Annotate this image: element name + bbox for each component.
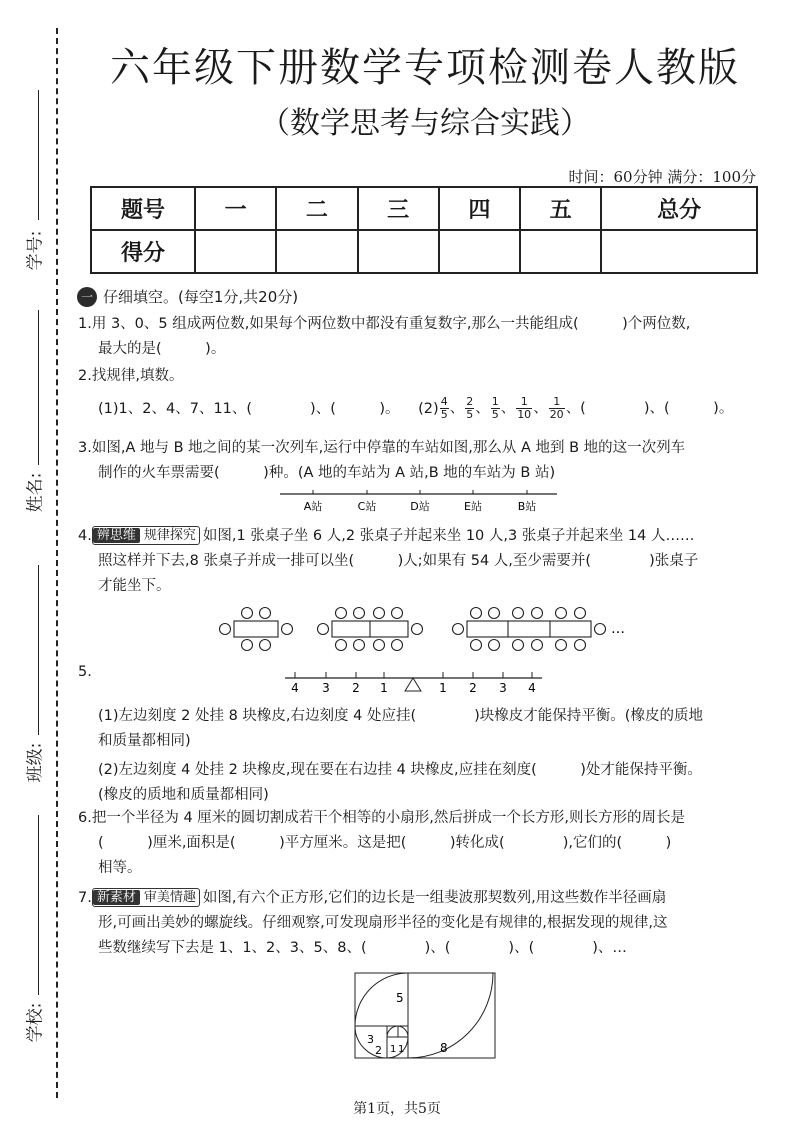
q5-part2: (2)左边刻度 4 处挂 2 块橡皮,现在要在右边挂 4 块橡皮,应挂在刻度( )处才能保持平衡。 xyxy=(98,762,702,778)
q7-tag-primary: 新素材 xyxy=(93,890,140,905)
square-label: 8 xyxy=(440,1041,448,1055)
scale-label: 4 xyxy=(528,681,536,695)
score-value-row xyxy=(91,230,757,273)
station-label: A站 xyxy=(303,500,323,513)
score-input-cell[interactable] xyxy=(358,230,439,273)
scale-label: 2 xyxy=(352,681,360,695)
exam-info: 时间：60分钟 满分：100分 xyxy=(568,168,756,186)
scale-label: 1 xyxy=(380,681,388,695)
q7-tag xyxy=(92,888,200,907)
q7-line2: 形,可画出美妙的螺旋线。仔细观察,可发现扇形半径的变化是有规律的,根据发现的规律,这 xyxy=(98,915,668,931)
fibonacci-spiral-figure xyxy=(350,968,500,1064)
q6-line3: 相等。 xyxy=(98,860,142,876)
school-label: 学校: xyxy=(25,1002,46,1043)
question-2-parts: (1)1、2、4、7、11、( )、( )。 (2) $\frac{4}{5}$ 、 $\frac{2}{5}$ 、 $\frac{1}{5}$ 、 $\frac{1}{10}$ 、 $\frac{1}{20}$ 、( )、( )。 xyxy=(78,396,750,422)
class-label: 班级: xyxy=(25,742,46,783)
section-number-badge: 一 xyxy=(77,287,97,307)
q5-part1b: 和质量都相同) xyxy=(98,733,191,749)
score-row-label: 得分 xyxy=(91,230,195,273)
score-header-cell: 总分 xyxy=(601,187,757,230)
section-title: 仔细填空。(每空1分,共20分) xyxy=(103,288,299,306)
score-header-cell: 四 xyxy=(439,187,520,230)
balance-ticks xyxy=(295,672,532,678)
fraction: $\frac{1}{10}$ xyxy=(517,395,532,421)
q2-line1: 2.找规律,填数。 xyxy=(78,368,184,384)
q6-line2: ( )厘米,面积是( )平方厘米。这是把( )转化成( ),它们的( ) xyxy=(98,835,672,851)
score-header-cell: 题号 xyxy=(91,187,195,230)
question-1 xyxy=(78,312,750,362)
fraction: $\frac{4}{5}$ xyxy=(440,395,448,421)
seating-two-tables xyxy=(318,608,423,651)
question-4 xyxy=(78,524,750,599)
score-table xyxy=(90,186,758,274)
scale-label: 3 xyxy=(322,681,330,695)
q7-tag-secondary: 审美情趣 xyxy=(143,890,196,905)
table-seating-diagram xyxy=(215,604,635,654)
q4-line1: 如图,1 张桌子坐 6 人,2 张桌子并起来坐 10 人,3 张桌子并起来坐 14 人…… xyxy=(202,528,695,544)
question-6 xyxy=(78,806,750,881)
q1-line2: 最大的是( )。 xyxy=(98,341,226,357)
page-subtitle: （数学思考与综合实践） xyxy=(260,106,590,141)
square-label: 3 xyxy=(367,1033,374,1046)
station-label: C站 xyxy=(357,500,377,513)
fraction: $\frac{2}{5}$ xyxy=(466,395,474,421)
q4-tag-primary: 辨思维 xyxy=(93,528,140,543)
q4-tag-secondary: 规律探究 xyxy=(143,528,196,543)
score-header-row xyxy=(91,187,757,230)
q5-number: 5. xyxy=(78,664,92,680)
fraction: $\frac{1}{20}$ xyxy=(549,395,564,421)
station-label: D站 xyxy=(410,500,430,513)
station-diagram xyxy=(275,486,565,516)
score-header-cell: 三 xyxy=(358,187,439,230)
q7-number: 7. xyxy=(78,890,92,906)
score-input-cell[interactable] xyxy=(195,230,276,273)
score-header-cell: 五 xyxy=(520,187,601,230)
question-5-parts xyxy=(78,704,750,808)
name-label: 姓名: xyxy=(25,472,46,513)
school-line[interactable] xyxy=(38,815,39,995)
score-input-cell[interactable] xyxy=(276,230,357,273)
fulcrum-triangle xyxy=(405,678,421,691)
class-line[interactable] xyxy=(38,565,39,735)
name-line[interactable] xyxy=(38,310,39,465)
fraction: $\frac{1}{5}$ xyxy=(491,395,499,421)
score-input-cell[interactable] xyxy=(439,230,520,273)
square-label: 2 xyxy=(375,1044,382,1057)
q3-line1: 3.如图,A 地与 B 地之间的某一次列车,运行中停靠的车站如图,那么从 A 地到 B 地的这一次列车 xyxy=(78,440,686,456)
scale-label: 1 xyxy=(439,681,447,695)
q7-line1: 如图,有六个正方形,它们的边长是一组斐波那契数列,用这些数作半径画扇 xyxy=(202,890,667,906)
q6-line1: 6.把一个半径为 4 厘米的圆切割成若干个相等的小扇形,然后拼成一个长方形,则长方形的周长是 xyxy=(78,810,685,826)
student-id-label: 学号: xyxy=(25,230,46,271)
section-heading xyxy=(77,286,298,307)
q2-part2-prefix: (2) xyxy=(418,400,439,417)
square-label: 5 xyxy=(396,991,404,1005)
score-input-cell[interactable] xyxy=(520,230,601,273)
score-header-cell: 二 xyxy=(276,187,357,230)
question-7 xyxy=(78,886,750,961)
scale-label: 4 xyxy=(291,681,299,695)
q2-part1: (1)1、2、4、7、11、( )、( )。 xyxy=(98,400,400,417)
square-label: 1 xyxy=(390,1044,397,1055)
q3-line2: 制作的火车票需要( )种。(A 地的车站为 A 站,B 地的车站为 B 站) xyxy=(98,465,556,481)
scale-label: 3 xyxy=(499,681,507,695)
q5-part1: (1)左边刻度 2 处挂 8 块橡皮,右边刻度 4 处应挂( )块橡皮才能保持平衡。(橡皮的质地 xyxy=(98,708,703,724)
seating-three-tables xyxy=(453,608,606,651)
q1-line1: 1.用 3、0、5 组成两位数,如果每个两位数中都没有重复数字,那么一共能组成( )个两位数, xyxy=(78,316,691,332)
q2-part2-suffix: 、( )、( )。 xyxy=(565,400,734,417)
seating-ellipsis: … xyxy=(611,621,625,637)
q4-line3: 才能坐下。 xyxy=(98,578,171,594)
question-3 xyxy=(78,436,750,486)
score-input-cell[interactable] xyxy=(601,230,757,273)
station-ticks xyxy=(313,490,527,494)
station-label: B站 xyxy=(517,500,537,513)
seating-one-table xyxy=(220,608,293,651)
page-title: 六年级下册数学专项检测卷人教版 xyxy=(110,45,740,91)
q5-part2b: (橡皮的质地和质量都相同) xyxy=(98,787,269,803)
score-header-cell: 一 xyxy=(195,187,276,230)
square-label: 1 xyxy=(398,1044,405,1055)
q7-line3: 些数继续写下去是 1、1、2、3、5、8、( )、( )、( )、… xyxy=(98,940,627,956)
q4-line2: 照这样并下去,8 张桌子并成一排可以坐( )人;如果有 54 人,至少需要并( )张桌子 xyxy=(98,553,699,569)
balance-scale-diagram xyxy=(280,664,550,700)
student-id-line[interactable] xyxy=(38,90,39,220)
q4-number: 4. xyxy=(78,528,92,544)
binding-dashed-line xyxy=(56,28,58,1098)
question-2 xyxy=(78,364,750,389)
q4-tag xyxy=(92,526,200,545)
scale-label: 2 xyxy=(469,681,477,695)
station-label: E站 xyxy=(464,500,482,513)
page-footer: 第1页，共5页 xyxy=(353,1101,441,1117)
